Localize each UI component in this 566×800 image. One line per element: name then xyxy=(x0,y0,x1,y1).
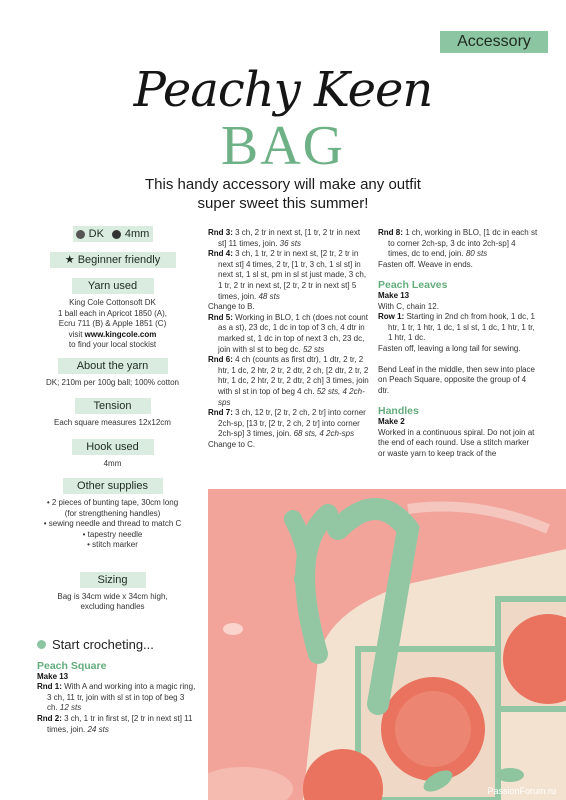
rnd-text: 3 ch, 12 tr, [2 tr, 2 ch, 2 tr] into corner 2ch-sp, [13 tr, [2 tr, 2 ch, 2 tr] into corner 2ch-sp] 3 times, join. xyxy=(218,408,366,439)
tension-heading: Tension xyxy=(75,398,151,414)
rnd-7 xyxy=(208,408,370,440)
bullet-dot-icon xyxy=(37,640,46,649)
rnd-label: Rnd 6: xyxy=(208,355,233,365)
row-1 xyxy=(378,312,538,344)
yarn-line: King Cole Cottonsoft DK xyxy=(69,298,156,307)
rnd-text: 1 ch, working in BLO, [1 dc in each st to corner 2ch-sp, 3 dc into 2ch-sp] 4 times, dc to end, join. xyxy=(388,228,538,259)
rnd-label: Rnd 7: xyxy=(208,408,233,418)
rnd-count: 36 sts xyxy=(279,238,301,248)
subtitle-line-1: This handy accessory will make any outfit xyxy=(145,176,421,193)
sizing-line: Bag is 34cm wide x 34cm high, xyxy=(57,591,168,601)
sizing-heading: Sizing xyxy=(80,572,146,588)
subtitle-line-2: super sweet this summer! xyxy=(197,195,369,212)
supply-item: (for strengthening handles) xyxy=(64,508,161,518)
handles-make: Make 2 xyxy=(378,416,405,426)
yarn-line: Ecru 711 (B) & Apple 1851 (C) xyxy=(58,319,167,328)
subtitle xyxy=(0,175,566,213)
row-text: Starting in 2nd ch from hook, 1 dc, 1 htr, 1 tr, 1 htr, 1 dc, 1 sl st, 1 dc, 1 htr, 1 tr, 1 htr, 1 dc. xyxy=(388,312,535,343)
hook-used-text: 4mm xyxy=(103,458,122,468)
skill-pill xyxy=(50,252,176,268)
rnd-label: Rnd 8: xyxy=(378,228,403,237)
rnd-1 xyxy=(37,682,197,714)
rnd-2 xyxy=(37,714,197,735)
rnd-text: 4 ch (counts as first dtr), 1 dtr, 2 tr, 2 htr, 1 dc, 2 htr, 2 tr, 2 dtr, 2 ch, [2 dtr, 2 tr, 2 htr, 1 dc, 2 htr, 2 tr, 2 dtr, 2 ch] 3 times, join with sl st in top of beg 4 ch. xyxy=(218,355,369,396)
yarn-used-heading: Yarn used xyxy=(72,278,154,294)
fasten-off-2: Fasten off, leaving a long tail for sewing. xyxy=(378,343,521,353)
supply-item: • 2 pieces of bunting tape, 30cm long xyxy=(46,498,179,507)
hook-used-heading: Hook used xyxy=(72,439,154,455)
rnd-count: 24 sts xyxy=(87,724,109,734)
leaves-chain: With C, chain 12. xyxy=(378,301,439,311)
yarn-ball-icon xyxy=(76,230,85,239)
change-to-b: Change to B. xyxy=(208,302,255,312)
peach-square-make: Make 13 xyxy=(37,671,69,681)
rnd-text: 3 ch, 2 tr in next st, [1 tr, 2 tr in next st] 11 times, join. xyxy=(218,228,361,248)
rnd-label: Rnd 3: xyxy=(208,228,233,237)
pattern-column-right xyxy=(378,228,538,459)
bag-photo xyxy=(208,489,566,800)
rnd-count: 52 sts xyxy=(302,344,325,354)
yarn-weight-pill xyxy=(73,226,153,242)
tension-text: Each square measures 12x12cm xyxy=(54,418,171,427)
peach-square-heading: Peach Square xyxy=(37,660,107,672)
yarn-visit-suffix: to find your local stockist xyxy=(68,340,157,349)
yarn-used-text xyxy=(34,298,191,351)
peach-leaves-heading: Peach Leaves xyxy=(378,279,448,292)
rnd-count: 80 sts xyxy=(465,249,488,259)
handles-text: Worked in a continuous spiral. Do not join at the end of each round. Use a stitch marker or waste yarn to keep track of the xyxy=(378,427,535,458)
change-to-c: Change to C. xyxy=(208,439,256,449)
supplies-list xyxy=(34,498,191,551)
rnd-8 xyxy=(378,228,538,260)
hook-icon xyxy=(112,230,121,239)
start-heading xyxy=(37,637,154,652)
rnd-label: Rnd 5: xyxy=(208,312,233,322)
star-icon: ★ xyxy=(64,254,75,266)
yarn-line: 1 ball each in Apricot 1850 (A), xyxy=(58,308,167,318)
rnd-text: With A and working into a magic ring, 3 ch, 11 tr, join with sl st in top of beg 3 ch. xyxy=(47,682,196,713)
hook-size: 4mm xyxy=(124,228,150,240)
stockist-link[interactable]: www.kingcole.com xyxy=(84,329,157,339)
supply-item: • stitch marker xyxy=(87,540,138,549)
row-label: Row 1: xyxy=(378,312,405,322)
pattern-column-middle xyxy=(208,228,370,450)
rnd-label: Rnd 4: xyxy=(208,249,233,259)
supply-item: • sewing needle and thread to match C xyxy=(43,519,182,528)
supplies-heading: Other supplies xyxy=(63,478,163,494)
rnd-text: Working in BLO, 1 ch (does not count as a st), 23 dc, 1 dc in top of 3 ch, 4 dtr in marked st, 1 dc in top of next 3 ch, 23 dc, join with sl st to beg dc. xyxy=(218,312,368,354)
rnd-label: Rnd 1: xyxy=(37,682,62,692)
rnd-text: 3 ch, 1 tr, 2 tr in next st, [2 tr, 2 tr in next st] 4 times, 2 tr, [1 tr, 3 ch, 1 sl st] in next st, 1 sl st, pm in sl st just made, 3 ch, 1 tr, 2 tr in next st, [2 tr, 2 tr in next st] 5 times, join. xyxy=(218,249,367,301)
rnd-4 xyxy=(208,249,370,302)
rnd-label: Rnd 2: xyxy=(37,713,62,723)
fasten-off-1: Fasten off. Weave in ends. xyxy=(378,259,473,269)
crochet-bag-illustration xyxy=(208,489,566,800)
rnd-count: 48 sts xyxy=(258,291,280,301)
sizing-text xyxy=(34,592,191,613)
supply-item: • tapestry needle xyxy=(82,529,143,539)
rnd-count: 52 sts, 4 2ch-sps xyxy=(218,386,365,407)
title-line-1: Peachy Keen xyxy=(133,62,433,118)
rnd-text: 3 ch, 1 tr in first st, [2 tr in next st] 11 times, join. xyxy=(47,713,193,734)
rnd-3 xyxy=(208,228,370,249)
footer-watermark: PassionForum.ru xyxy=(487,786,556,796)
sidebar xyxy=(34,226,191,613)
rnd-count: 12 sts xyxy=(59,703,82,713)
visit-prefix: visit xyxy=(68,329,85,339)
peach-square-section xyxy=(37,661,197,735)
rnd-5 xyxy=(208,313,370,355)
bend-leaf-text: Bend Leaf in the middle, then sew into place on Peach Square, opposite the group of 4 dtr. xyxy=(378,364,535,395)
start-heading-text: Start crocheting... xyxy=(52,637,154,652)
about-yarn-heading: About the yarn xyxy=(58,358,168,374)
yarn-weight: DK xyxy=(88,228,104,240)
skill-level: Beginner friendly xyxy=(77,254,161,266)
leaves-make: Make 13 xyxy=(378,290,410,300)
rnd-count: 68 sts, 4 2ch-sps xyxy=(293,429,355,439)
handles-heading: Handles xyxy=(378,405,419,418)
yarn-visit-line xyxy=(34,330,191,341)
title-line-2: BAG xyxy=(220,115,346,177)
section-tab: Accessory xyxy=(440,31,548,53)
rnd-6 xyxy=(208,355,370,408)
sizing-line: excluding handles xyxy=(80,602,145,611)
about-yarn-text: DK; 210m per 100g ball; 100% cotton xyxy=(46,377,179,387)
